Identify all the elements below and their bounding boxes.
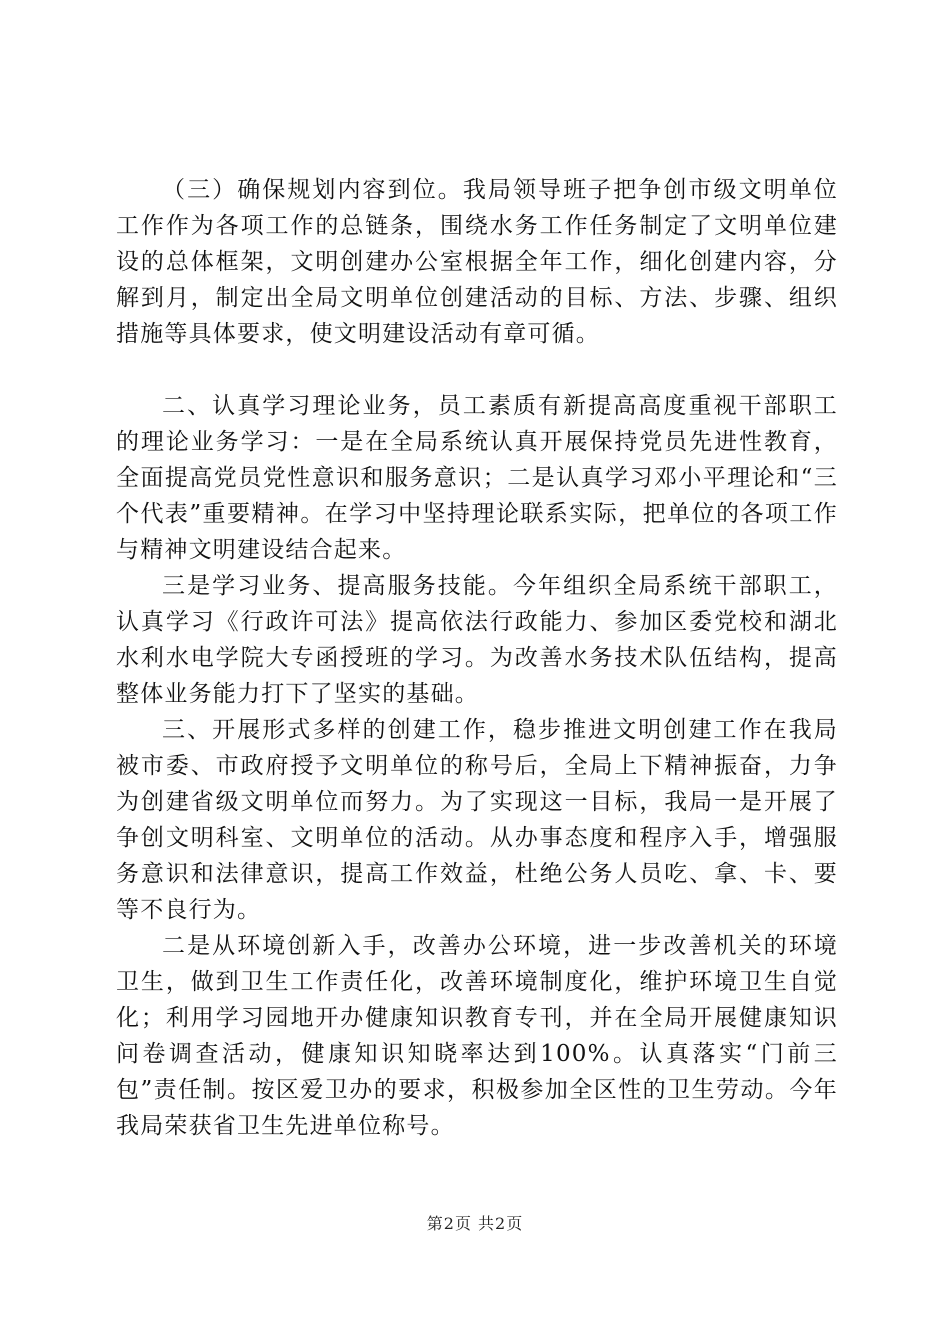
paragraph-environment: 二是从环境创新入手，改善办公环境，进一步改善机关的环境卫生，做到卫生工作责任化，改善环境制度化，维护环境卫生自觉化；利用学习园地开办健康知识教育专刊，并在全局开展健康知识问卷调查活动，健康知识知晓率达到100%。认真落实“门前三包”责任制。按区爱卫办的要求，积极参加全区性的卫生劳动。今年我局荣获省卫生先进单位称号。 <box>116 933 838 1139</box>
paragraph-theory-study: 二、认真学习理论业务，员工素质有新提高高度重视干部职工的理论业务学习：一是在全局系统认真开展保持党员先进性教育，全面提高党员党性意识和服务意识；二是认真学习邓小平理论和“三个代表”重要精神。在学习中坚持理论联系实际，把单位的各项工作与精神文明建设结合起来。 <box>116 393 838 563</box>
paragraph-creation-work: 三、开展形式多样的创建工作，稳步推进文明创建工作在我局被市委、市政府授予文明单位的称号后，全局上下精神振奋，力争为创建省级文明单位而努力。为了实现这一目标，我局一是开展了争创文明科室、文明单位的活动。从办事态度和程序入手，增强服务意识和法律意识，提高工作效益，杜绝公务人员吃、拿、卡、要等不良行为。 <box>116 717 838 923</box>
document-body <box>116 172 838 1144</box>
page-number-footer: 第2页 共2页 <box>426 1214 524 1233</box>
paragraph-business-study: 三是学习业务、提高服务技能。今年组织全局系统干部职工，认真学习《行政许可法》提高依法行政能力、参加区委党校和湖北水利水电学院大专函授班的学习。为改善水务技术队伍结构，提高整体业务能力打下了坚实的基础。 <box>116 573 838 707</box>
paragraph-planning: （三）确保规划内容到位。我局领导班子把争创市级文明单位工作作为各项工作的总链条，围绕水务工作任务制定了文明单位建设的总体框架，文明创建办公室根据全年工作，细化创建内容，分解到月，制定出全局文明单位创建活动的目标、方法、步骤、组织措施等具体要求，使文明建设活动有章可循。 <box>116 177 838 347</box>
